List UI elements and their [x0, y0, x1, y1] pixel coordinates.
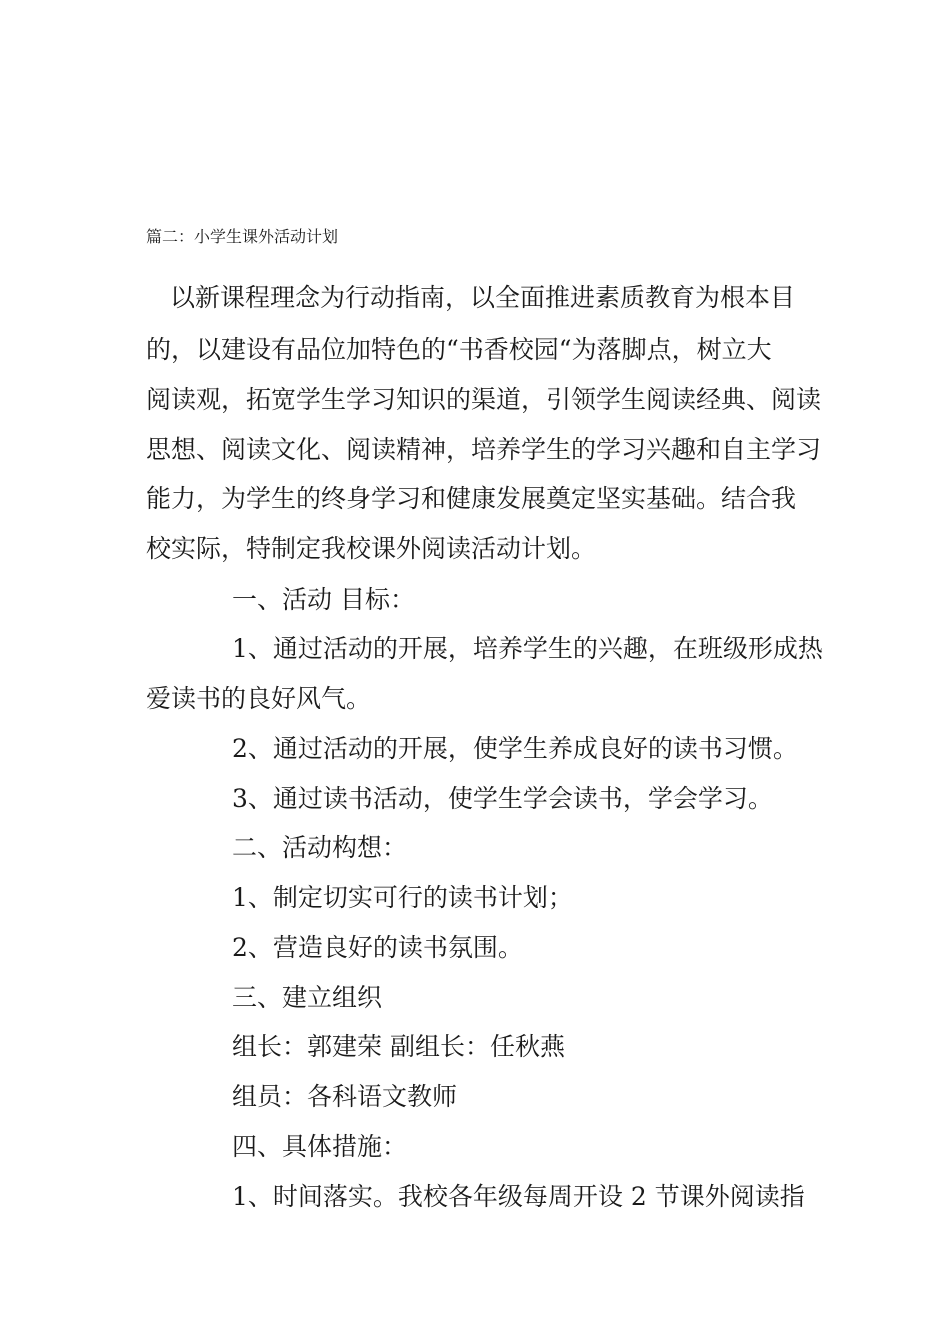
goal-3: 3、通过读书活动，使学生学会读书，学会学习。	[232, 784, 773, 813]
intro-line-1: 以新课程理念为行动指南，以全面推进素质教育为根本目	[170, 283, 796, 312]
section-heading-ideas: 二、活动构想：	[232, 833, 408, 862]
intro-line-5: 能力，为学生的终身学习和健康发展奠定坚实基础。结合我	[146, 484, 797, 513]
section-heading-goals: 一、活动 目标：	[232, 585, 415, 614]
section-heading-organization: 三、建立组织	[232, 983, 383, 1012]
goal-1-line-2: 爱读书的良好风气。	[146, 684, 372, 713]
idea-1: 1、制定切实可行的读书计划；	[232, 883, 573, 912]
organization-leaders: 组长：郭建荣 副组长：任秋燕	[232, 1032, 565, 1061]
idea-2: 2、营造良好的读书氛围。	[232, 933, 523, 962]
measure-1-line-1: 1、时间落实。我校各年级每周开设 2 节课外阅读指	[232, 1182, 805, 1211]
goal-2: 2、通过活动的开展，使学生养成良好的读书习惯。	[232, 734, 798, 763]
intro-line-6: 校实际，特制定我校课外阅读活动计划。	[146, 534, 597, 563]
intro-line-4: 思想、阅读文化、阅读精神，培养学生的学习兴趣和自主学习	[146, 435, 822, 464]
document-subtitle: 篇二：小学生课外活动计划	[146, 227, 339, 246]
organization-members: 组员：各科语文教师	[232, 1082, 458, 1111]
intro-line-3: 阅读观，拓宽学生学习知识的渠道，引领学生阅读经典、阅读	[146, 385, 822, 414]
goal-1-line-1: 1、通过活动的开展，培养学生的兴趣，在班级形成热	[232, 634, 823, 663]
section-heading-measures: 四、具体措施：	[232, 1132, 408, 1161]
intro-line-2: 的，以建设有品位加特色的“书香校园“为落脚点，树立大	[146, 335, 772, 364]
